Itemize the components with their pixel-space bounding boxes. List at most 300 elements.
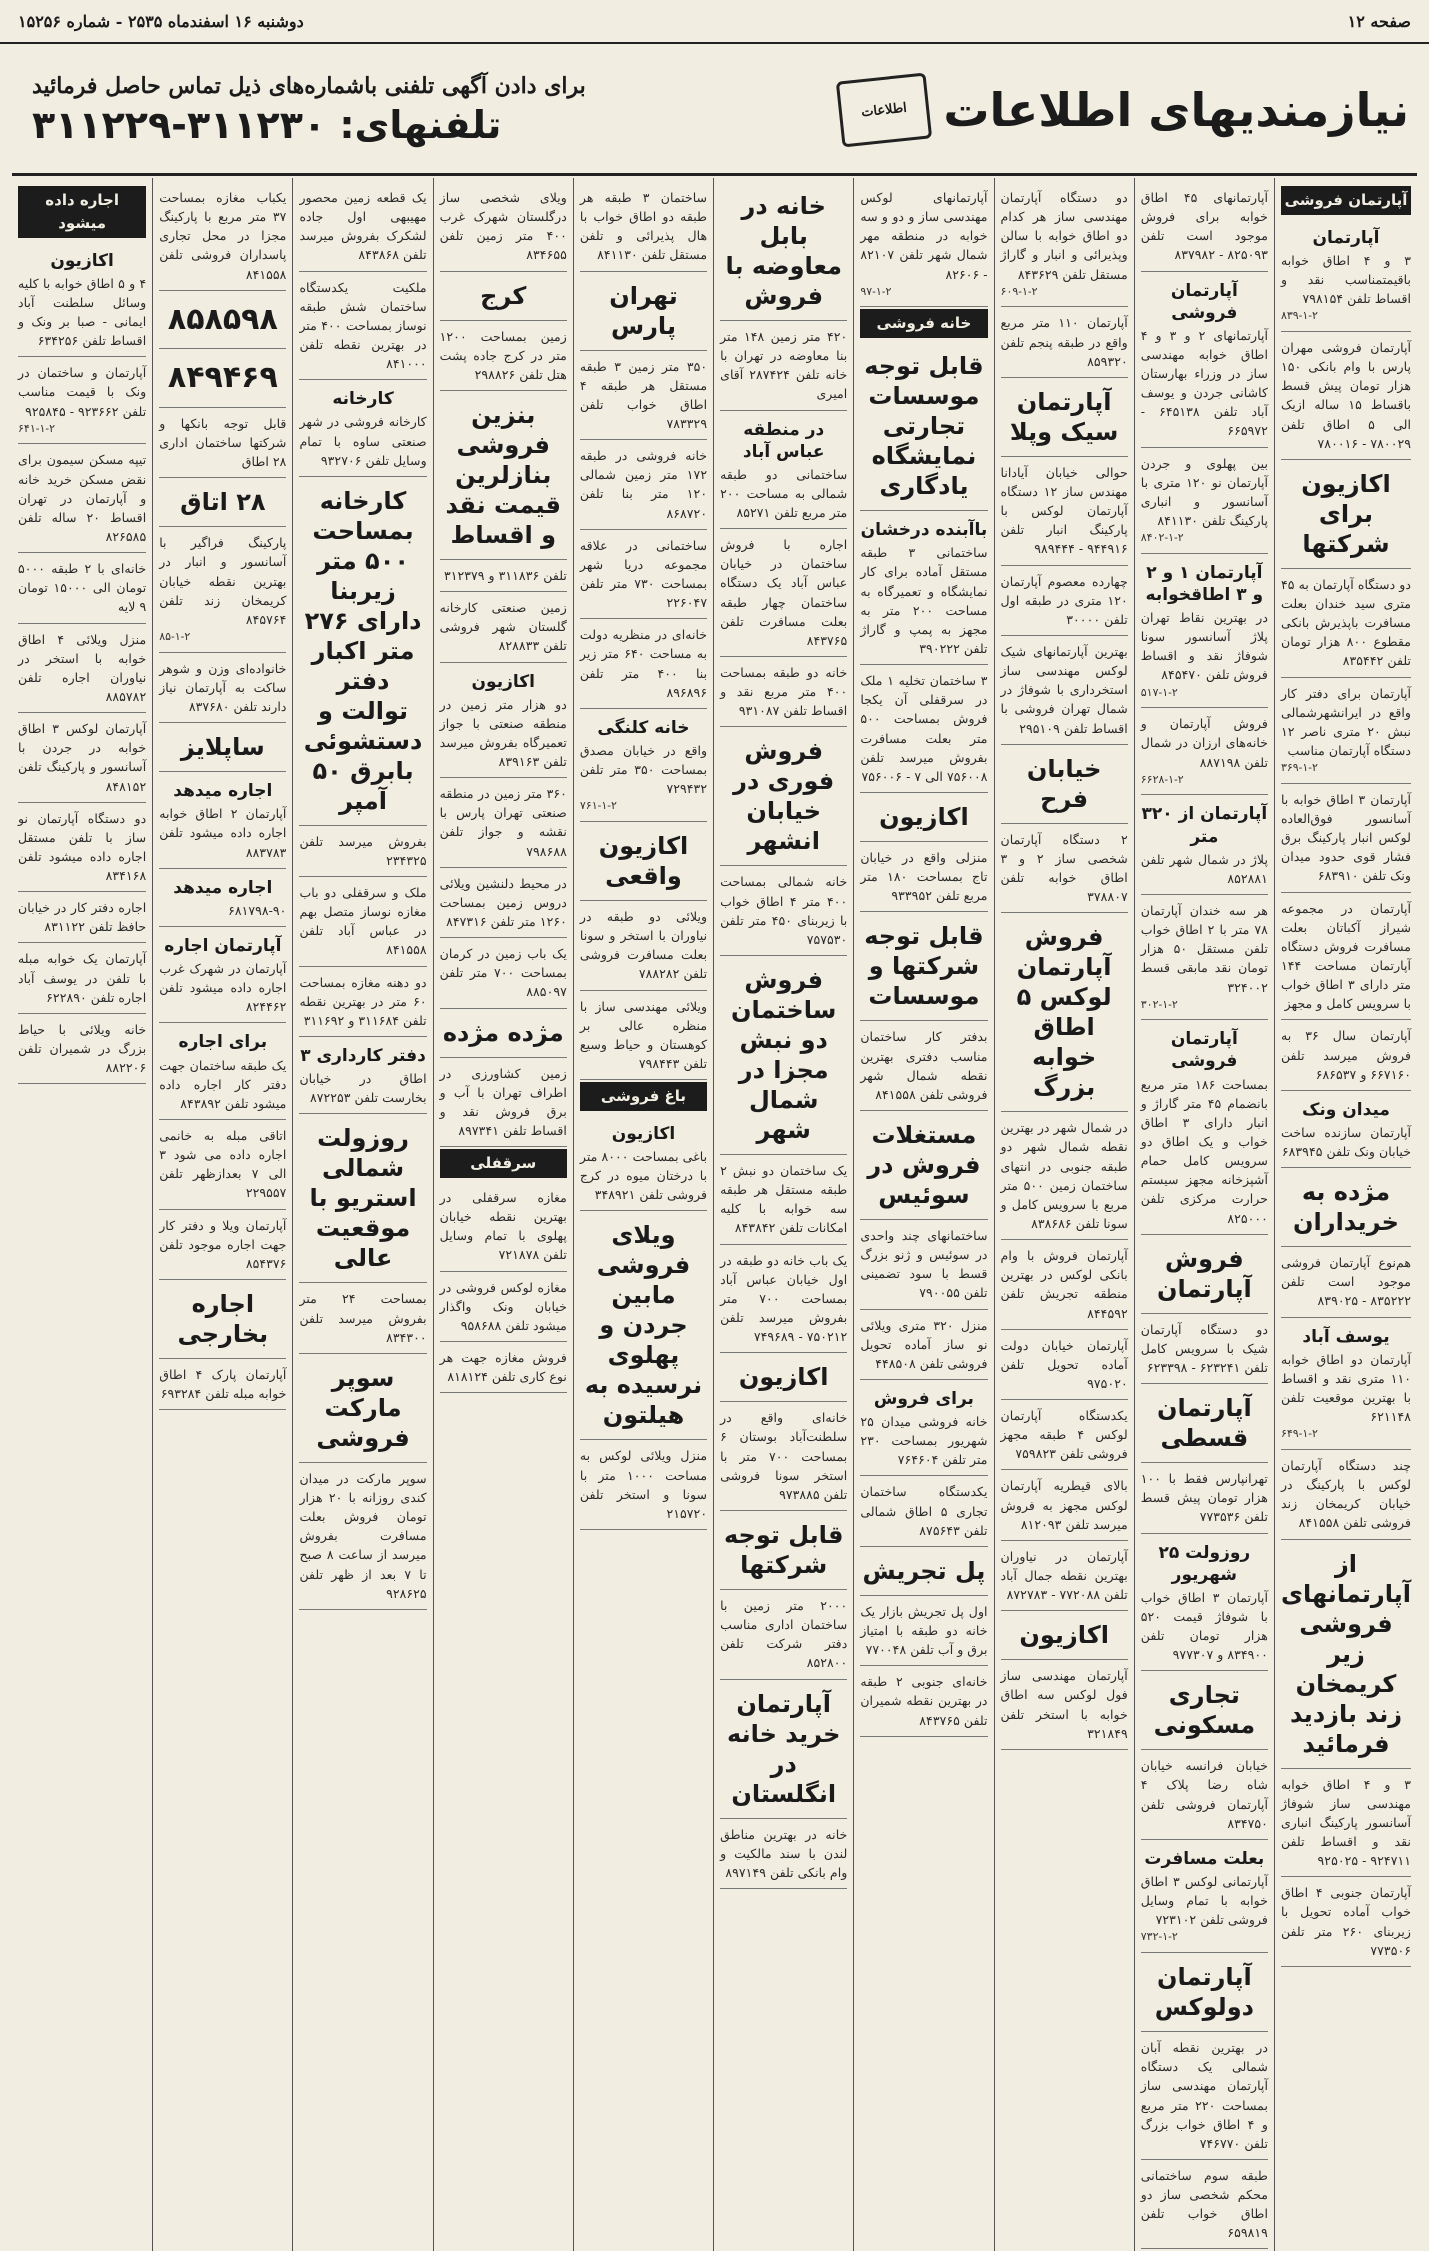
- display-ad-text: اکازیون واقعی: [598, 832, 689, 891]
- ad-body: هم‌نوع آپارتمان فروشی موجود است تلفن ۸۳۵۲۲۲ - ۸۳۹۰۲۵: [1280, 1255, 1411, 1309]
- ad-code: ۶۶۲۸-۱-۲: [1140, 772, 1184, 786]
- classified-ad: [580, 184, 707, 272]
- ad-body: ۳ و ۴ اطاق خوابه مهندسی ساز شوفاژ آسانسور پارکینگ انباری نقد و اقساط تلفن ۹۲۴۷۱۱ - ۹۲۵۰۲۵: [1280, 1776, 1412, 1869]
- ad-headline: اکازیون: [611, 1123, 676, 1144]
- classified-ad: [1141, 1842, 1268, 1953]
- ad-body: خانه‌ای در منظریه دولت به مساحت ۶۴۰ متر زیر بنا ۴۰۰ متر تلفن ۸۹۶۸۹۶: [579, 627, 708, 700]
- ad-body: چند دستگاه آپارتمان لوکس با پارکینگ در خیابان کریمخان زند فروشی تلفن ۸۴۱۵۵۸: [1280, 1458, 1411, 1531]
- classified-ad: [1141, 1752, 1268, 1840]
- ad-body: در شمال شهر در بهترین نقطه شمال شهر دو طبقه جنوبی در انتهای ساختمان زمین ۵۰۰ متر مربع با سرویس کامل و سونا تلفن ۸۳۸۶۸۶: [1000, 1120, 1128, 1231]
- ad-body: آپارتمان لوکس ۳ اطاق خوابه در جردن با آسانسور و پارکینگ تلفن ۸۴۸۱۵۲: [18, 721, 147, 794]
- classified-ad: [580, 621, 707, 709]
- classified-ad: [1001, 1332, 1128, 1400]
- ad-body: ۳ و ۴ اطاق خوابه باقیمتمناسب نقد و اقساط تلفن ۷۹۸۱۵۴: [1280, 252, 1412, 307]
- ad-body: آپارتمان پارک ۴ اطاق خوابه مبله تلفن ۶۹۳۲۸۴: [159, 1366, 287, 1402]
- classified-ad: [860, 1598, 987, 1666]
- classified-ad: [299, 382, 426, 477]
- ad-body: منزل ویلائی لوکس به مساحت ۱۰۰۰ متر با سونا و استخر تلفن ۲۱۵۷۲۰: [579, 1448, 708, 1521]
- classified-ad: [1141, 556, 1268, 708]
- display-ad: [1281, 462, 1411, 569]
- ad-body: فروش آپارتمان و خانه‌های ارزان در شمال تلفن ۸۸۷۱۹۸: [1140, 716, 1268, 770]
- ad-body: زمین کشاورزی در اطراف تهران با آب و برق فروش نقد و اقساط تلفن ۸۹۷۳۴۱: [439, 1065, 567, 1139]
- classified-ad: [1001, 1114, 1128, 1240]
- ad-body: آپارتمان برای دفتر کار واقع در ایرانشهرشمالی نبش ۲۰ متری ناصر ۱۲ دستگاه آپارتمان مناسب: [1280, 685, 1411, 758]
- classified-ad: [860, 1478, 987, 1546]
- classified-ad: [1281, 786, 1411, 893]
- ad-body: آپارتمان ویلا و دفتر کار جهت اجاره موجود تلفن ۸۵۴۳۷۶: [159, 1217, 287, 1271]
- classified-ad: [860, 184, 987, 307]
- classified-ad: [1001, 568, 1128, 636]
- ad-body: بهترین آپارتمانهای شیک لوکس مهندسی ساز استخرداری با شوفاژ در شمال تهران فروشی با اقساط تلفن ۲۹۵۱۰۹: [1000, 643, 1128, 736]
- ad-body: ملکیت یکدستگاه ساختمان شش طبقه نوساز بمساحت ۴۰۰ متر در بهترین نقطه تلفن ۸۴۱۰۰۰: [299, 279, 427, 372]
- ad-body: دو دهنه مغازه بمساحت ۶۰ متر در بهترین نقطه تلفن ۳۱۱۶۸۴ و ۳۱۱۶۹۲: [299, 974, 427, 1028]
- classified-ad: [299, 828, 426, 877]
- classified-ad: [1281, 1771, 1411, 1878]
- classified-ad: [1141, 710, 1268, 795]
- ad-body: آپارتمان فروش با وام بانکی لوکس در بهترین منطقه تجریش تلفن ۸۴۴۵۹۲: [1000, 1248, 1128, 1321]
- ad-body: زمین بمساحت ۱۲۰۰ متر در کرج جاده پشت هتل تلفن ۲۹۸۸۲۶: [439, 328, 567, 382]
- ad-headline: خانه کلنگی: [597, 717, 690, 738]
- ad-body: ۳ ساختمان تخلیه ۱ ملک در سرقفلی آن یکجا فروش بمساحت ۵۰۰ متر بعلت مسافرت بفروش میرسد تلفن ۷۵۶۰۰۸ الی ۷ - ۷۵۶۰۰۶: [860, 673, 988, 784]
- ad-headline: آپارتمان: [1312, 227, 1380, 248]
- classified-ad: [1141, 1316, 1268, 1384]
- classified-ad: [440, 594, 567, 662]
- contact-info: [12, 73, 586, 147]
- ad-body: در بهترین نقطه آبان شمالی یک دستگاه آپارتمان مهندسی ساز بمساحت ۲۲۰ متر مربع و ۴ اطاق خواب بزرگ تلفن ۷۴۶۷۷۰: [1140, 2040, 1268, 2151]
- ad-body: ۳۶۰ متر زمین در منطقه صنعتی تهران پارس با نقشه و جواز تلفن ۷۹۸۶۸۸: [439, 786, 567, 859]
- display-ad: [720, 729, 847, 866]
- classified-ad: [580, 1117, 707, 1212]
- display-ad: [860, 1113, 987, 1220]
- classified-ad: [18, 359, 146, 444]
- classified-ad: [1001, 309, 1128, 377]
- display-ad-text: ویلای فروشی مابین جردن و پهلوی نرسیده به هیلتون: [584, 1221, 703, 1430]
- column-4: [853, 178, 993, 2251]
- ad-body: مغازه لوکس فروشی در خیابان ونک واگذار میشود تلفن ۹۵۸۶۸۸: [439, 1279, 567, 1333]
- classified-ad: [1001, 184, 1128, 307]
- display-ad-text: کرج: [480, 281, 527, 310]
- ad-body: دو دستگاه آپارتمان نو ساز با تلفن مستقل اجاره داده میشود تلفن ۸۳۴۱۶۸: [18, 810, 147, 884]
- classified-ad: [299, 879, 426, 967]
- ad-headline: دفتر کارداری ۳: [300, 1046, 426, 1067]
- display-ad-text: بنزین فروشی بنازلرین قیمت نقد و اقساط: [445, 400, 562, 549]
- ad-body: آپارتمان سازنده ساخت خیابان ونک تلفن ۶۸۳۹۴۵: [1280, 1124, 1411, 1160]
- ad-body: خانه شمالی بمساحت ۴۰۰ متر ۴ اطاق خواب با زیربنای ۴۵۰ متر تلفن ۷۵۷۵۳۰: [720, 874, 848, 947]
- display-ad: [159, 293, 286, 350]
- classified-ad: [720, 1821, 847, 1889]
- column-5: [713, 178, 853, 2251]
- display-ad-text: از آپارتمانهای فروشی زیر کریمخان زند بازدید فرمائید: [1280, 1549, 1411, 1758]
- ad-headline: بعلت مسافرت: [1144, 1848, 1265, 1869]
- display-ad-text: قابل توجه شرکتها و موسسات: [864, 922, 984, 1011]
- column-3: [994, 178, 1134, 2251]
- classified-ad: [159, 655, 286, 723]
- classifieds-banner: [12, 46, 1417, 176]
- display-ad: [1001, 747, 1128, 824]
- ad-body: تهرانپارس فقط با ۱۰۰ هزار تومان پیش قسط تلفن ۷۷۳۵۳۶: [1140, 1471, 1268, 1525]
- ad-body: آپارتمان در شهرک غرب اجاره داده میشود تلفن ۸۲۴۴۶۲: [159, 961, 287, 1015]
- classified-ad: [860, 667, 987, 793]
- classified-ad: [1281, 1452, 1411, 1540]
- display-ad-text: روزولت شمالی استریو با موقعیت عالی: [309, 1124, 417, 1273]
- ad-body: دو هزار متر زمین در منطقه صنعتی با جواز تعمیرگاه بفروش میرسد تلفن ۸۳۹۱۶۳: [439, 696, 567, 770]
- display-ad-text: اجاره بخارجی: [177, 1289, 269, 1348]
- classified-ad: [159, 774, 286, 869]
- classified-ad: [440, 323, 567, 391]
- display-ad: [299, 1356, 426, 1463]
- ad-body: حوالی خیابان آیادانا مهندس ساز ۱۲ دستگاه آپارتمان لوکس با پارکینگ انبار تلفن ۹۴۴۹۱۶ - ۹۸۹۴۴۴: [1000, 464, 1128, 557]
- ad-body: خیابان فرانسه خیابان شاه رضا پلاک ۴ آپارتمان فروشی تلفن ۸۳۴۷۵۰: [1140, 1758, 1268, 1831]
- display-ad-text: آپارتمان سیک وپلا: [1009, 387, 1119, 446]
- display-ad: [440, 274, 567, 321]
- classified-ad: [299, 969, 426, 1037]
- ad-body: پارکینگ فراگیر با آسانسور و انبار در بهترین نقطه خیابان کریمخان زند تلفن ۸۴۵۷۶۴: [159, 535, 287, 627]
- ad-headline: اجاره میدهد: [173, 877, 273, 898]
- ad-headline: اکازیون: [50, 250, 114, 271]
- ad-body: بمساحت ۱۸۶ متر مربع بانضمام ۴۵ متر گاراژ و انبار دارای ۳ اطاق خواب و یک اطاق دو سرویس کامل حمام آشپزخانه مجهز سیستم حرارت مرکزی تلفن ۸۲۵۰۰۰: [1140, 1076, 1268, 1226]
- display-ad: [860, 344, 987, 511]
- classified-ad: [580, 1442, 707, 1530]
- display-ad-text: کارخانه بمساحت ۵۰۰ متر زیربنا دارای ۲۷۶ متر اکبار دفتر توالت و دستشوئی بابرق ۵۰ آمپر: [303, 486, 423, 815]
- display-ad-text: فروش آپارتمان لوکس ۵ اطاق خوابه بزرگ: [1016, 923, 1112, 1102]
- ad-headline: آپارتمان فروشی: [1170, 1029, 1238, 1072]
- ad-body: خانه‌ای واقع در سلطنت‌آباد بوستان ۶ بمساحت ۷۰۰ متر با استخر سونا فروشی تلفن ۹۷۳۸۸۵: [720, 1410, 848, 1502]
- classified-ad: [580, 442, 707, 530]
- ad-body: کارخانه فروشی در شهر صنعتی ساوه با تمام وسایل تلفن ۹۳۲۷۰۶: [299, 414, 427, 468]
- display-ad-text: تهران پارس: [609, 281, 678, 340]
- ad-headline: آپارتمان فروشی: [1170, 280, 1238, 323]
- display-ad: [720, 1355, 847, 1402]
- ad-code: ۶۴۱-۱-۲: [18, 421, 55, 435]
- ad-code: ۵۱۷-۱-۲: [1140, 685, 1178, 699]
- display-ad-text: خانه در بابل معاوضه با فروش: [725, 192, 842, 310]
- ad-body: یک قطعه زمین محصور مهیبهی اول جاده لشکرک بفروش میرسد تلفن ۸۴۳۸۶۸: [299, 190, 427, 263]
- category-heading: باغ فروشی: [580, 1082, 707, 1111]
- ad-body: منزلی واقع در خیابان تاج بمساحت ۱۸۰ متر مربع تلفن ۹۳۳۹۵۲: [860, 850, 988, 904]
- classified-ad: [440, 1060, 567, 1148]
- classified-ad: [18, 1016, 146, 1084]
- display-ad: [440, 393, 567, 560]
- ad-headline: میدان ونک: [1302, 1099, 1390, 1120]
- classified-ad: [860, 1023, 987, 1111]
- display-ad: [860, 1549, 987, 1596]
- ad-body: ویلائی مهندسی ساز با منظره عالی بر کوهستان و حیاط وسیع تلفن ۷۹۸۴۴۳: [579, 998, 708, 1072]
- ad-body: منزل ویلائی ۴ اطاق خوابه با استخر در نیاوران اجاره تلفن ۸۸۵۷۸۲: [18, 631, 147, 704]
- ad-body: بین پهلوی و جردن آپارتمان نو ۱۲۰ متری با آسانسور و انباری پارکینگ تلفن ۸۴۱۱۳۰: [1140, 455, 1268, 529]
- ad-body: آپارتمان مهندسی ساز فول لوکس سه اطاق خوابه با استخر تلفن ۳۲۱۸۴۹: [1000, 1668, 1128, 1741]
- ad-body: خانه‌ای با ۲ طبقه ۵۰۰۰ تومان الی ۱۵۰۰۰ تومان ۹ لایه: [18, 561, 147, 615]
- ad-body: ساختمانی دو طبقه شمالی به مساحت ۲۰۰ متر مربع تلفن ۸۵۲۷۱: [720, 466, 848, 521]
- ad-body: اول پل تجریش بازار یک خانه دو طبقه با امتیاز برق و آب تلفن ۷۷۰۰۴۸: [860, 1603, 988, 1658]
- classified-ad: [720, 1404, 847, 1511]
- ad-code: ۳۶۹-۱-۲: [1280, 761, 1318, 775]
- classified-ad: [1001, 826, 1128, 914]
- ad-body: دو دستگاه آپارتمان شیک با سرویس کامل تلفن ۶۲۳۲۴۱ - ۶۲۳۳۹۸: [1140, 1321, 1268, 1375]
- classified-ad: [159, 871, 286, 927]
- ad-body: پلاژ در شمال شهر تلفن ۸۵۲۸۸۱: [1140, 851, 1268, 886]
- classified-ad: [159, 929, 286, 1024]
- classified-ad: [860, 1382, 987, 1477]
- ad-body: ملک و سرقفلی دو باب مغازه نوساز متصل بهم در عباس آباد تلفن ۸۴۱۵۵۸: [299, 885, 427, 958]
- ad-headline: آپارتمان از ۳۲۰ متر: [1141, 804, 1268, 847]
- classified-ad: [1141, 797, 1268, 894]
- display-ad: [159, 480, 286, 527]
- ad-body: اجاره دفتر کار در خیابان حافظ تلفن ۸۳۱۱۲۲: [18, 900, 147, 935]
- ad-body: در بهترین نقاط تهران پلاژ آسانسور سونا شوفاژ نقد و اقساط فروش تلفن ۸۴۵۴۷۰: [1140, 610, 1268, 683]
- ad-body: یک باب زمین در کرمان بمساحت ۷۰۰ متر تلفن ۸۸۵۰۹۷: [439, 946, 567, 1000]
- ad-body: ۲۰۰۰ متر زمین با ساختمان اداری مناسب دفتر شرکت تلفن ۸۵۲۸۰۰: [720, 1597, 848, 1671]
- ad-body: آپارتمان ۲ اطاق خوابه اجاره داده میشود تلفن ۸۸۳۷۸۳: [159, 806, 287, 860]
- ad-body: ۶۸۱۷۹۸-۹۰: [228, 902, 287, 918]
- ad-code: ۶۰۹-۱-۲: [1000, 284, 1038, 298]
- display-ad-text: تجاری مسکونی: [1153, 1681, 1256, 1740]
- ad-body: اجاره با فروش ساختمان در خیابان عباس آباد یک دستگاه ساختمان چهار طبقه بعلت مسافرت تلفن ۸۴۳۷۶۵: [720, 537, 848, 648]
- display-ad: [1141, 1386, 1268, 1463]
- category-heading: خانه فروشی: [860, 309, 987, 338]
- ad-headline: آپارتمان اجاره: [164, 935, 282, 956]
- display-ad-text: مژده مژده: [442, 1018, 564, 1047]
- ad-body: بفروش میرسد تلفن ۲۳۴۳۲۵: [299, 833, 427, 868]
- classified-ad: [18, 715, 146, 803]
- display-ad: [159, 351, 286, 408]
- classified-ad: [720, 1247, 847, 1354]
- classified-ad: [720, 413, 847, 530]
- ad-code: ۸۵-۱-۲: [159, 630, 191, 644]
- display-ad: [299, 479, 426, 826]
- ad-body: ساختمان ۳ طبقه هر طبقه دو اطاق خواب با هال پذیرائی و تلفن مستقل تلفن ۸۴۱۱۳۰: [579, 190, 708, 263]
- classified-columns: [12, 178, 1417, 2241]
- classified-ad: [1001, 1662, 1128, 1750]
- display-ad: [1281, 1542, 1411, 1769]
- classified-ad: [1281, 221, 1411, 332]
- page-header: [0, 0, 1429, 44]
- emblem-text: اطلاعات: [860, 99, 908, 120]
- ad-headline: برای اجاره: [178, 1032, 268, 1053]
- ad-body: آپارتمانهای ۲ و ۳ و ۴ اطاق خوابه مهندسی ساز در وزراء بهارستان کاشانی جردن و یوسف آباد تلفن ۶۴۵۱۳۸ - ۶۶۵۹۷۲: [1140, 327, 1268, 439]
- classified-ad: [1281, 1093, 1411, 1168]
- ad-body: ۴۲۰ متر زمین ۱۴۸ متر بنا معاوضه در تهران با خانه تلفن ۲۸۷۴۲۴ آقای امیری: [720, 329, 848, 402]
- classified-ad: [1141, 897, 1268, 1020]
- classified-ad: [1281, 1320, 1411, 1450]
- classified-ad: [299, 1465, 426, 1610]
- ad-code: ۳۰۲-۱-۲: [1140, 997, 1178, 1011]
- classified-ad: [1281, 334, 1411, 460]
- display-ad: [1141, 1955, 1268, 2032]
- ad-body: دو دستگاه آپارتمان مهندسی ساز هر کدام دو اطاق خوابه با سالن وپذیرائی و انبار و گاراژ مستقل تلفن ۸۴۳۶۲۹: [1000, 190, 1128, 282]
- display-ad: [1001, 1613, 1128, 1660]
- classified-ad: [18, 894, 146, 943]
- ad-body: یکدستگاه ساختمان تجاری ۵ اطاق شمالی تلفن ۸۷۵۶۴۳: [860, 1484, 988, 1538]
- section-title: نیازمندیهای اطلاعات: [943, 82, 1409, 137]
- classified-ad: [440, 1184, 567, 1272]
- classified-ad: [860, 1222, 987, 1310]
- issue-info: دوشنبه ۱۶ اسفندماه ۲۵۳۵ - شماره ۱۵۲۵۶: [18, 11, 304, 31]
- ad-body: واقع در خیابان مصدق بمساحت ۳۵۰ متر تلفن ۷۲۹۴۳۲: [579, 742, 708, 797]
- display-ad-text: ۸۵۸۵۹۸: [167, 301, 278, 337]
- classified-ad: [299, 1039, 426, 1114]
- ad-body: آپارتمان فروشی مهران پارس با وام بانکی ۱۵۰ هزار تومان پیش قسط باقساط ۱۵ ساله ازیک الی ۵ اطاق تلفن ۷۸۰۰۲۹ - ۷۸۰۰۱۶: [1280, 340, 1412, 451]
- ad-body: در محیط دلنشین ویلائی دروس زمین بمساحت ۱۲۶۰ متر تلفن ۸۴۷۳۱۶: [439, 875, 567, 930]
- display-ad-text: فروش آپارتمان: [1157, 1244, 1252, 1303]
- ad-body: تیپه مسکن سیمون برای نقض مسکن خرید خانه و آپارتمان در تهران اقساط ۲۰ ساله تلفن ۸۲۶۵۸۵: [18, 452, 147, 544]
- ad-body: خانه فروشی در طبقه ۱۷۲ متر زمین شمالی ۱۲۰ متر بنا تلفن ۸۶۸۷۲۰: [579, 448, 708, 521]
- ad-body: خانه فروشی میدان ۲۵ شهریور بمساحت ۲۳۰ متر تلفن ۷۶۴۶۰۴: [860, 1414, 988, 1468]
- classified-ad: [159, 1212, 286, 1280]
- ad-body: فروش مغازه جهت هر نوع کاری تلفن ۸۱۸۱۲۴: [439, 1349, 567, 1385]
- classified-ad: [720, 1592, 847, 1680]
- ad-body: ۲ دستگاه آپارتمان شخصی ساز ۲ و ۳ اطاق خوابه تلفن ۳۷۸۸۰۷: [1000, 831, 1128, 905]
- ad-body: ویلائی دو طبقه در نیاوران با استخر و سونا بعلت مسافرت فروشی تلفن ۷۸۸۲۸۲: [579, 909, 708, 982]
- display-ad-text: قابل توجه شرکتها: [723, 1520, 844, 1579]
- ad-body: یکباب مغازه بمساحت ۳۷ متر مربع با پارکینگ مجزا در محل تجاری پاسداران فروشی تلفن ۸۴۱۵۵۸: [159, 190, 287, 282]
- ad-body: هر سه خندان آپارتمان ۷۸ متر با ۲ اطاق خواب تلفن مستقل ۵۰ هزار تومان نقد مابقی قسط ۳۲۴۰۰۲: [1140, 902, 1268, 995]
- ad-body: بالای قیطریه آپارتمان لوکس مجهز به فروش میرسد تلفن ۸۱۲۰۹۳: [1000, 1478, 1128, 1532]
- ad-body: آپارتمانی لوکس ۳ اطاق خوابه با تمام وسایل فروشی تلفن ۷۲۳۱۰۲: [1140, 1873, 1268, 1928]
- classified-ad: [18, 446, 146, 553]
- display-ad: [159, 725, 286, 772]
- ad-body: باغی بمساحت ۸۰۰۰ متر با درختان میوه در کرج فروشی تلفن ۳۴۸۹۲۱: [579, 1149, 708, 1203]
- ad-body: خانه‌ای جنوبی ۲ طبقه در بهترین نقطه شمیران تلفن ۸۴۳۷۶۵: [860, 1674, 988, 1728]
- ad-code: ۷۳۲-۱-۲: [1140, 1930, 1178, 1944]
- classified-ad: [860, 1312, 987, 1380]
- ad-body: خانواده‌ای وزن و شوهر ساکت به آپارتمان نیاز دارند تلفن ۸۳۷۶۸۰: [159, 660, 287, 715]
- ad-headline: اکازیون: [471, 671, 535, 692]
- display-ad-text: خیابان فرح: [1026, 754, 1102, 813]
- classified-ad: [1281, 571, 1411, 678]
- display-ad-text: قابل توجه موسسات تجارتی نمایشگاه یادگاری: [864, 352, 984, 501]
- display-ad-text: ساپلایز: [180, 733, 265, 762]
- display-ad-text: آپارتمان قسطی: [1157, 1394, 1252, 1453]
- classified-ad: [159, 1361, 286, 1410]
- display-ad: [860, 795, 987, 842]
- classified-ad: [580, 993, 707, 1081]
- classified-ad: [159, 1122, 286, 1210]
- classified-ad: [440, 1274, 567, 1342]
- masthead: [825, 77, 1417, 143]
- display-ad: [159, 1282, 286, 1359]
- display-ad: [1141, 1673, 1268, 1750]
- display-ad-text: مژده به خریداران: [1293, 1178, 1399, 1237]
- ad-headline: یوسف آباد: [1302, 1326, 1390, 1347]
- category-heading: اجاره داده میشود: [18, 186, 146, 238]
- classified-ad: [1141, 1536, 1268, 1672]
- classified-ad: [18, 626, 146, 714]
- ad-body: آپارتمان ۱۱۰ متر مربع واقع در طبقه پنجم تلفن ۸۵۹۳۲۰: [1000, 315, 1128, 369]
- classified-ad: [1141, 2034, 1268, 2160]
- ad-headline: کارخانه: [332, 389, 394, 410]
- ad-body: چهارده معصوم آپارتمان ۱۲۰ متری در طبقه اول تلفن ۳۰۰۰۰: [1000, 573, 1128, 627]
- classified-ad: [1141, 2162, 1268, 2250]
- classified-ad: [1141, 274, 1268, 448]
- classified-ad: [720, 1157, 847, 1245]
- ad-body: آپارتمان ۳ اطاق خواب با شوفاژ قیمت ۵۲۰ هزار تومان تلفن ۸۳۴۹۰۰ و ۹۷۷۳۰۷: [1140, 1589, 1268, 1663]
- ad-body: آپارتمان و ساختمان در ونک با قیمت مناسب تلفن ۹۲۳۶۶۲ - ۹۲۵۸۴۵: [18, 365, 147, 419]
- display-ad: [299, 1116, 426, 1283]
- phone-numbers: تلفنهای: ۳۱۱۲۳۰-۳۱۱۲۲۹: [32, 102, 502, 147]
- classified-ad: [720, 323, 847, 411]
- ad-body: دو دستگاه آپارتمان به ۴۵ متری سید خندان بعلت مسافرت باپذیرش بانکی مقطوع ۸۰۰ هزار تومان تلفن ۸۳۵۴۴۲: [1280, 576, 1411, 669]
- display-ad: [720, 1682, 847, 1819]
- ad-body: خانه در بهترین مناطق لندن با سند مالکیت و وام بانکی تلفن ۸۹۷۱۴۹: [720, 1826, 848, 1880]
- ad-body: آپارتمان در نیاوران بهترین نقطه جمال آباد تلفن ۷۷۲۰۸۸ - ۸۷۲۷۸۳: [1000, 1548, 1128, 1603]
- ad-headline: برای فروش: [873, 1388, 974, 1409]
- display-ad-text: سوپر مارکت فروشی: [316, 1363, 410, 1452]
- display-ad: [720, 184, 847, 321]
- classified-ad: [159, 410, 286, 478]
- ad-body: خانه دو طبقه بمساحت ۴۰۰ متر مربع نقد و اقساط تلفن ۹۳۱۰۸۷: [720, 665, 848, 719]
- classified-ad: [299, 274, 426, 381]
- display-ad: [580, 274, 707, 351]
- page-number: صفحه ۱۲: [1347, 11, 1411, 31]
- ad-body: یکدستگاه آپارتمان لوکس ۴ طبقه مجهز فروشی تلفن ۷۵۹۸۲۳: [1000, 1408, 1128, 1462]
- classified-ad: [159, 529, 286, 652]
- ad-body: منزل ۳۲۰ متری ویلائی نو ساز آماده تحویل فروشی تلفن ۴۴۸۵۰۸: [860, 1317, 988, 1371]
- ad-code: ۶۴۹-۱-۲: [1280, 1427, 1318, 1441]
- classified-ad: [1281, 1022, 1411, 1090]
- ad-body: آپارتمانهای ۴۵ اطاق خوابه برای فروش موجود است تلفن ۸۲۵۰۹۳ - ۸۳۷۹۸۲: [1140, 190, 1268, 263]
- ad-body: یک باب خانه دو طبقه در اول خیابان عباس آباد بمساحت ۷۰۰ متر بفروش میرسد تلفن ۷۵۰۲۱۲ - ۷۴۹۶۸۹: [720, 1252, 848, 1345]
- display-ad: [1001, 380, 1128, 457]
- ad-headline: باآبنده درخشان: [860, 520, 988, 541]
- display-ad-text: اکازیون برای شرکتها: [1301, 469, 1391, 558]
- display-ad: [1001, 915, 1128, 1112]
- display-ad-text: ۸۴۹۴۶۹: [167, 360, 278, 396]
- classified-ad: [1001, 1242, 1128, 1330]
- display-ad: [860, 914, 987, 1021]
- column-2: [1134, 178, 1274, 2251]
- display-ad: [1281, 1170, 1411, 1247]
- ad-body: زمین صنعتی کارخانه گلستان شهر فروشی تلفن ۸۲۸۸۳۳: [439, 600, 567, 654]
- ad-body: سوپر مارکت در میدان کندی روزانه با ۲۰ هزار تومان فروش بعلت مسافرت بفروش میرسد از ساعت ۸ صبح تا ۷ بعد از ظهر تلفن ۹۲۸۶۲۵: [299, 1470, 427, 1601]
- display-ad: [580, 1213, 707, 1440]
- ad-body: آپارتمان خیابان دولت آماده تحویل تلفن ۹۷۵۰۲۰: [1000, 1337, 1128, 1391]
- ad-body: ۴ و ۵ اطاق خوابه با کلیه وسائل سلطنت آباد ایمانی - صبا بر ونک و اقساط تلفن ۶۳۴۲۵۶: [18, 275, 147, 349]
- ad-body: بمساحت ۲۴ متر بفروش میرسد تلفن ۸۳۴۳۰۰: [299, 1291, 427, 1345]
- contact-line: برای دادن آگهی تلفنی باشماره‌های ذیل تماس حاصل فرمائید: [32, 72, 586, 99]
- ad-body: ساختمانهای چند واحدی در سوئیس و ژنو بزرگ قسط با سود تضمینی تلفن ۷۹۰۰۵۵: [860, 1227, 988, 1301]
- classified-ad: [299, 184, 426, 272]
- classified-ad: [1141, 184, 1268, 272]
- category-heading: سرقفلی: [440, 1149, 567, 1178]
- classified-ad: [440, 940, 567, 1008]
- classified-ad: [860, 513, 987, 665]
- classified-ad: [720, 531, 847, 657]
- classified-ad: [860, 844, 987, 912]
- classified-ad: [1001, 1472, 1128, 1540]
- ad-code: ۸۴۰۲-۱-۲: [1140, 531, 1184, 545]
- ad-body: طبقه سوم ساختمانی محکم شخصی ساز دو اطاق خواب تلفن ۶۵۹۸۱۹: [1140, 2167, 1268, 2241]
- classified-ad: [159, 184, 286, 291]
- classified-ad: [440, 870, 567, 938]
- classified-ad: [1001, 1402, 1128, 1470]
- ad-body: اطاق در خیابان بخارست تلفن ۸۷۲۲۵۳: [299, 1071, 427, 1106]
- column-7: [433, 178, 573, 2251]
- ad-code: ۸۳۹-۱-۲: [1280, 309, 1318, 323]
- classified-ad: [1141, 1022, 1268, 1234]
- classified-ad: [159, 1025, 286, 1120]
- ad-body: ۳۵۰ متر زمین ۳ طبقه مستقل هر طبقه ۴ اطاق خواب تلفن ۷۸۳۳۲۹: [579, 358, 708, 431]
- display-ad-text: فروش ساختمان دو نبش مجزا در شمال شهر: [731, 966, 837, 1144]
- classified-ad: [720, 659, 847, 727]
- ad-headline: آپارتمان ۱ و ۲ و ۳ اطاقخوابه: [1145, 562, 1264, 605]
- ad-body: اتاقی مبله به خانمی اجاره داده می شود ۳ الی ۷ بعدازظهر تلفن ۲۲۹۵۵۷: [159, 1127, 287, 1201]
- classified-ad: [18, 555, 146, 623]
- ad-body: تلفن ۳۱۱۸۳۶ و ۳۱۲۳۷۹: [443, 567, 567, 583]
- ad-code: ۹۷-۱-۲: [860, 284, 892, 298]
- classified-ad: [18, 244, 146, 358]
- classified-ad: [1001, 1543, 1128, 1611]
- ad-body: یک ساختمان دو نبش ۲ طبقه مستقل هر طبقه سه خوابه با کلیه امکانات تلفن ۸۴۳۸۴۲: [720, 1163, 848, 1236]
